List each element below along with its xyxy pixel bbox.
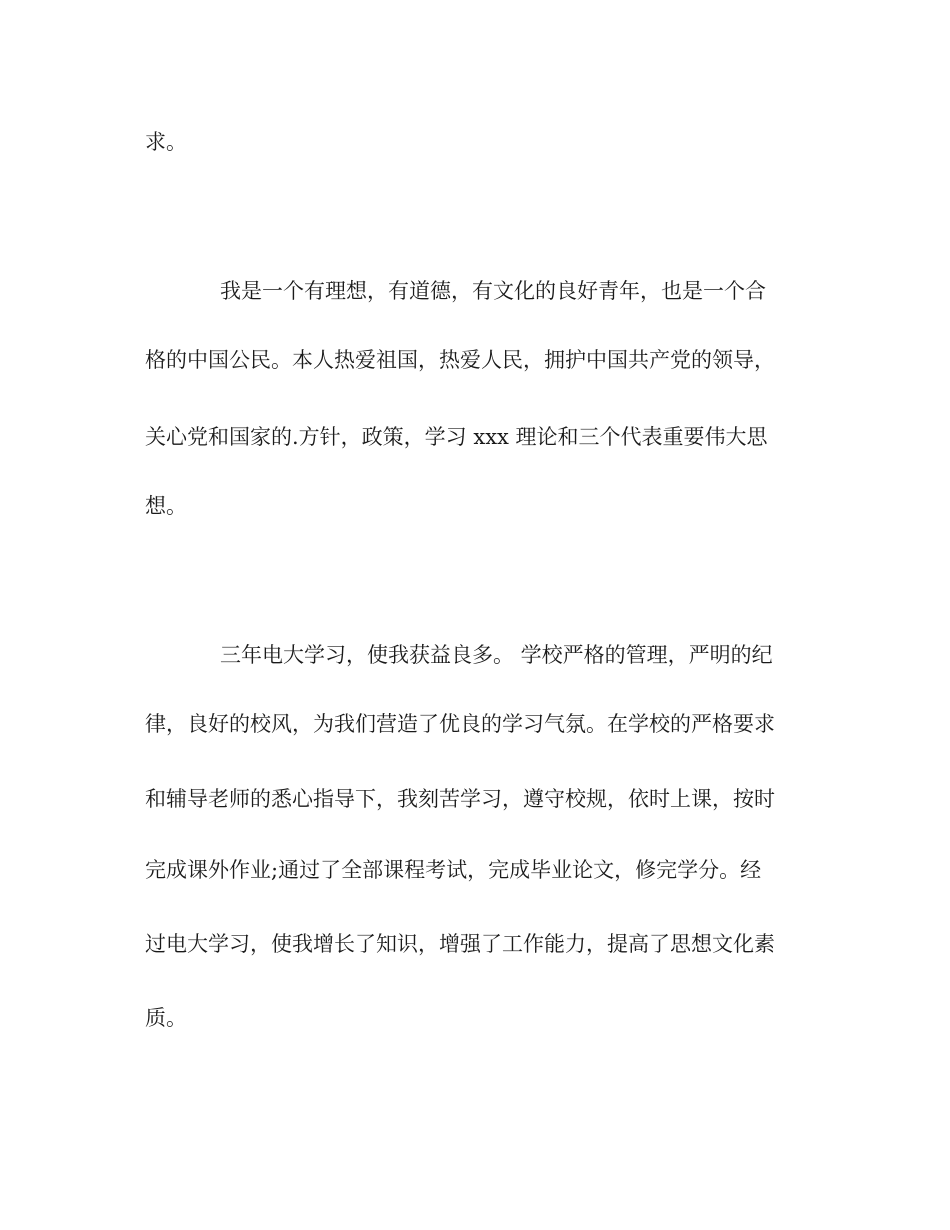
paragraph-1-line-1: 我是一个有理想，有道德，有文化的良好青年，也是一个合: [220, 279, 766, 303]
paragraph-2-line-4: 完成课外作业;通过了全部课程考试，完成毕业论文，修完学分。经: [145, 858, 762, 882]
paragraph-1-line-4: 想。: [145, 494, 187, 518]
paragraph-2-line-1: 三年电大学习，使我获益良多。 学校严格的管理，严明的纪: [220, 643, 773, 667]
paragraph-2-line-5: 过电大学习，使我增长了知识，增强了工作能力，提高了思想文化素: [145, 932, 775, 956]
text-line-1: 求。: [145, 130, 187, 154]
paragraph-2-line-3: 和辅导老师的悉心指导下，我刻苦学习，遵守校规，依时上课，按时: [145, 787, 775, 811]
paragraph-1-line-3: 关心党和国家的.方针，政策，学习 xxx 理论和三个代表重要伟大思: [145, 425, 768, 449]
paragraph-2-line-6: 质。: [145, 1006, 187, 1030]
paragraph-1-line-2: 格的中国公民。本人热爱祖国，热爱人民，拥护中国共产党的领导，: [145, 348, 775, 372]
paragraph-2-line-2: 律，良好的校风，为我们营造了优良的学习气氛。在学校的严格要求: [145, 712, 775, 736]
